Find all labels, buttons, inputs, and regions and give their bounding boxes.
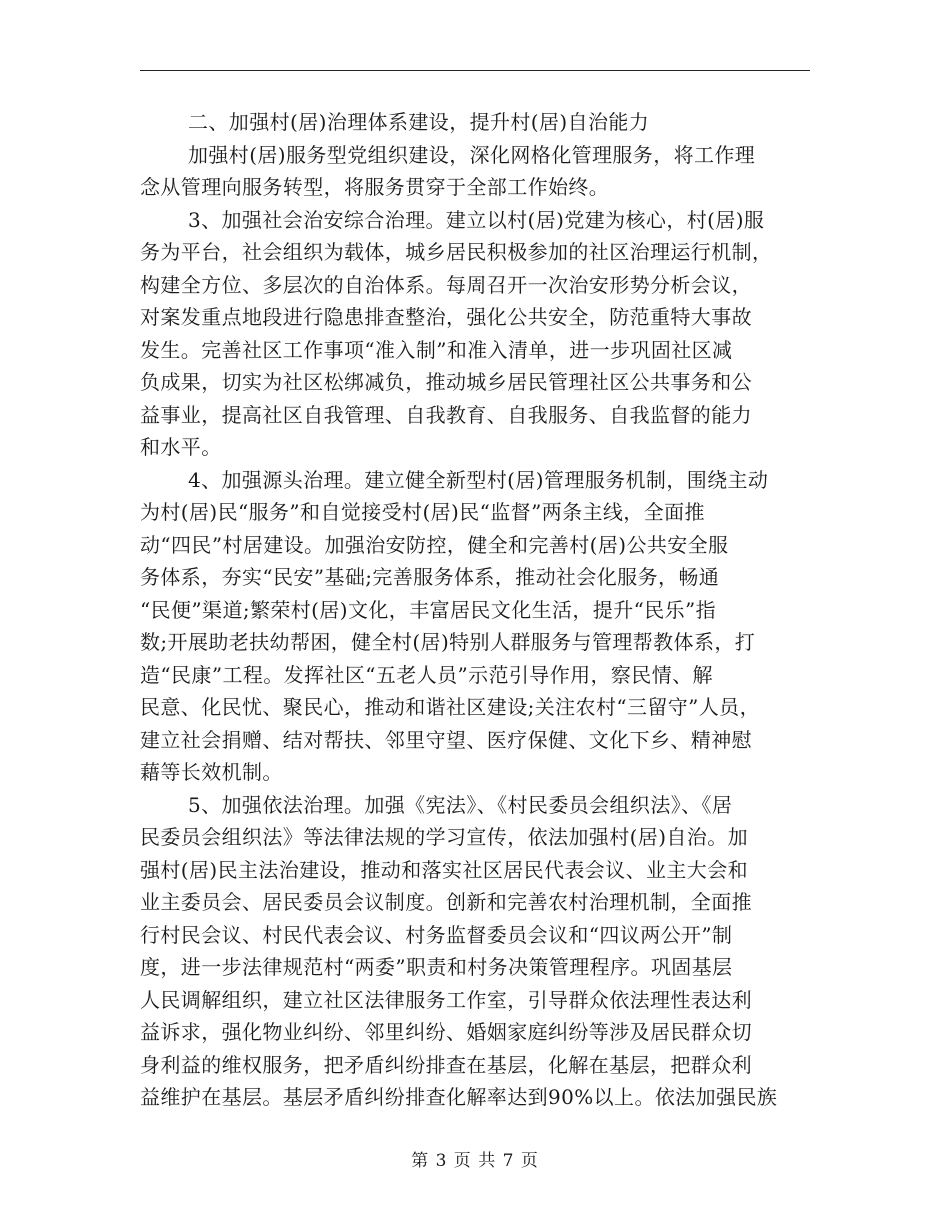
paragraph-line: 度，进一步法律规范村“两委”职责和村务决策管理程序。巩固基层 — [140, 955, 733, 979]
paragraph-line: 动“四民”村居建设。加强治安防控，健全和完善村(居)公共安全服 — [140, 532, 729, 557]
paragraph-line: 为村(居)民“服务”和自觉接受村(居)民“监督”两条主线，全面推 — [140, 500, 705, 524]
paragraph-line: 益诉求，强化物业纠纷、邻里纠纷、婚姻家庭纠纷等涉及居民群众切 — [140, 1020, 752, 1044]
paragraph-line: 务体系，夯实“民安”基础;完善服务体系，推动社会化服务，畅通 — [140, 565, 720, 589]
paragraph-line: 数;开展助老扶幼帮困，健全村(居)特别人群服务与管理帮教体系，打 — [140, 630, 756, 654]
paragraph-line: 加强村(居)服务型党组织建设，深化网格化管理服务，将工作理 — [188, 142, 756, 167]
paragraph-line: 务为平台，社会组织为载体，城乡居民积极参加的社区治理运行机制， — [140, 240, 773, 264]
paragraph-line: 民委员会组织法》等法律法规的学习宣传，依法加强村(居)自治。加 — [140, 825, 749, 849]
paragraph-line: 建立社会捐赠、结对帮扶、邻里守望、医疗保健、文化下乡、精神慰 — [140, 727, 752, 752]
paragraph-line: 行村民会议、村民代表会议、村务监督委员会议和“四议两公开”制 — [140, 922, 733, 947]
paragraph-line: 4、加强源头治理。建立健全新型村(居)管理服务机制，围绕主动 — [188, 467, 769, 492]
paragraph-line: 构建全方位、多层次的自治体系。每周召开一次治安形势分析会议， — [140, 272, 752, 297]
paragraph-line: 益维护在基层。基层矛盾纠纷排查化解率达到90%以上。依法加强民族 — [140, 1085, 778, 1109]
paragraph-line: 对案发重点地段进行隐患排查整治，强化公共安全，防范重特大事故 — [140, 305, 752, 329]
paragraph-line: 强村(居)民主法治建设，推动和落实社区居民代表会议、业主大会和 — [140, 857, 749, 882]
paragraph-line: 负成果，切实为社区松绑减负，推动城乡居民管理社区公共事务和公 — [140, 370, 752, 394]
document-body — [140, 106, 810, 1114]
paragraph-line: 发生。完善社区工作事项“准入制”和准入清单，进一步巩固社区减 — [140, 337, 733, 362]
paragraph-line: 藉等长效机制。 — [140, 760, 283, 784]
section-heading: 二、加强村(居)治理体系建设，提升村(居)自治能力 — [188, 110, 650, 134]
paragraph-line: 5、加强依法治理。加强《宪法》、《村民委员会组织法》、《居 — [188, 792, 733, 817]
paragraph-line: 民意、化民忧、聚民心，推动和谐社区建设;关注农村“三留守”人员， — [140, 695, 760, 719]
header-rule — [140, 70, 810, 71]
paragraph-line: 业主委员会、居民委员会议制度。创新和完善农村治理机制，全面推 — [140, 890, 752, 914]
paragraph-line: 益事业，提高社区自我管理、自我教育、自我服务、自我监督的能力 — [140, 402, 752, 427]
paragraph-line: “民便”渠道;繁荣村(居)文化，丰富居民文化生活，提升“民乐”指 — [140, 597, 717, 622]
page-number-footer: 第 3 页 共 7 页 — [411, 1151, 539, 1171]
paragraph-line: 人民调解组织，建立社区法律服务工作室，引导群众依法理性表达利 — [140, 987, 752, 1012]
paragraph-line: 3、加强社会治安综合治理。建立以村(居)党建为核心，村(居)服 — [188, 207, 765, 232]
paragraph-line: 造“民康”工程。发挥社区“五老人员”示范引导作用，察民情、解 — [140, 662, 713, 687]
paragraph-line: 身利益的维权服务，把矛盾纠纷排查在基层，化解在基层，把群众利 — [140, 1052, 752, 1077]
paragraph-line: 念从管理向服务转型，将服务贯穿于全部工作始终。 — [140, 175, 610, 199]
paragraph-line: 和水平。 — [140, 435, 222, 459]
